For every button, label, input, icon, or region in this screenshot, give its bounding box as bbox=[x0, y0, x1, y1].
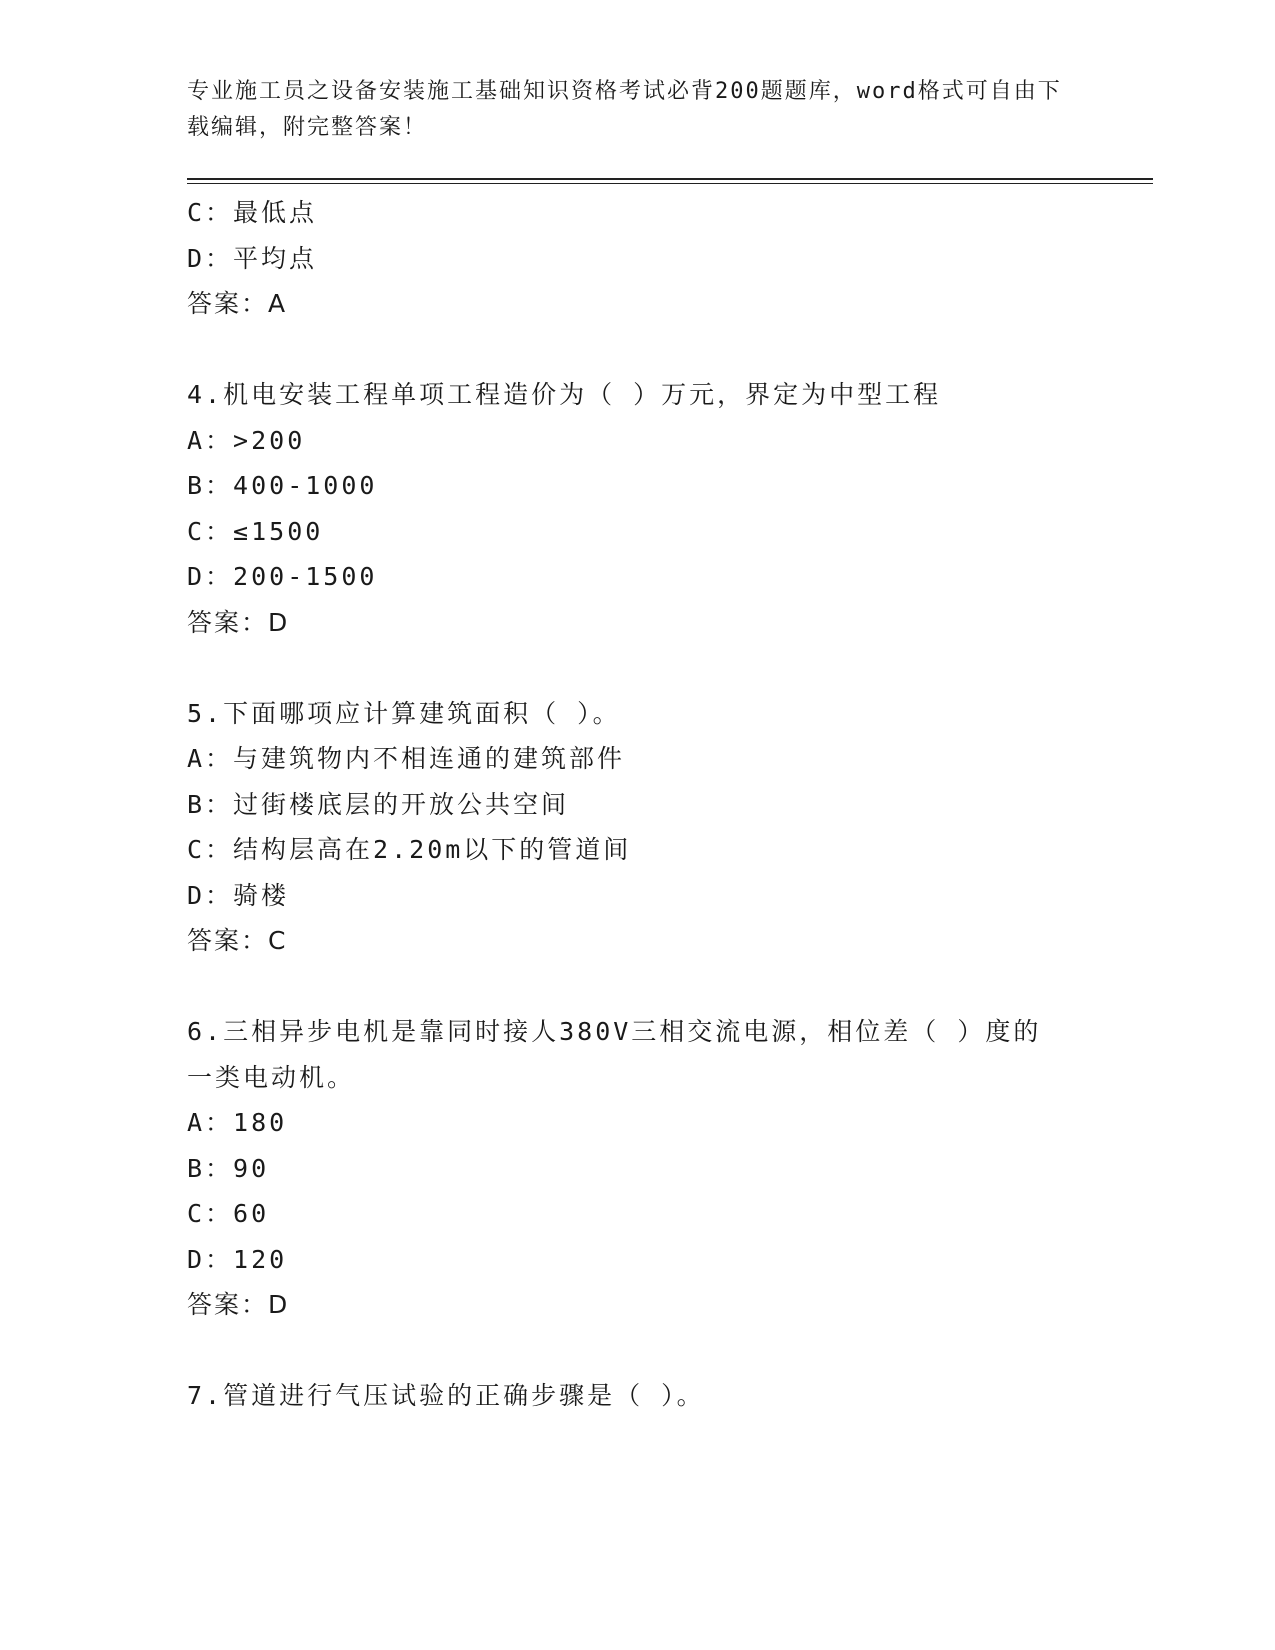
document-title: 专业施工员之设备安装施工基础知识资格考试必背200题题库，word格式可自由下载编辑，附完整答案！ bbox=[187, 79, 1062, 140]
question-stem: 4.机电安装工程单项工程造价为（ ）万元，界定为中型工程 bbox=[187, 380, 942, 409]
option-d: D：骑楼 bbox=[187, 880, 290, 910]
option-c: C：结构层高在2.20m以下的管道间 bbox=[187, 835, 632, 864]
option-b: B：90 bbox=[187, 1153, 270, 1183]
answer-line: 答案：D bbox=[187, 607, 290, 637]
question-list bbox=[187, 190, 1087, 1419]
option-c: C：≤1500 bbox=[187, 516, 324, 546]
option-d: D：200-1500 bbox=[187, 562, 378, 591]
option-a: A：180 bbox=[187, 1108, 288, 1137]
question-stem-line-2: 一类电动机。 bbox=[187, 1062, 356, 1092]
header-divider bbox=[187, 178, 1153, 184]
answer-line: 答案：D bbox=[187, 1290, 290, 1319]
answer-line: 答案：C bbox=[187, 926, 288, 955]
spacer bbox=[187, 645, 1087, 691]
spacer bbox=[187, 964, 1087, 1010]
option-a: A：与建筑物内不相连通的建筑部件 bbox=[187, 744, 626, 773]
question-stem-line-1: 6.三相异步电机是靠同时接人380V三相交流电源，相位差（ ）度的 bbox=[187, 1017, 1042, 1046]
option-c: C：最低点 bbox=[187, 198, 318, 227]
option-d: D：平均点 bbox=[187, 243, 318, 273]
question-stem: 5.下面哪项应计算建筑面积（ ）。 bbox=[187, 698, 621, 728]
option-b: B：过街楼底层的开放公共空间 bbox=[187, 789, 570, 819]
option-a: A：>200 bbox=[187, 425, 306, 455]
option-b: B：400-1000 bbox=[187, 471, 378, 500]
answer-line: 答案：A bbox=[187, 289, 288, 318]
spacer bbox=[187, 1328, 1087, 1374]
option-c: C：60 bbox=[187, 1199, 270, 1228]
option-d: D：120 bbox=[187, 1244, 288, 1274]
question-stem: 7.管道进行气压试验的正确步骤是（ ）。 bbox=[187, 1381, 705, 1410]
spacer bbox=[187, 327, 1087, 373]
